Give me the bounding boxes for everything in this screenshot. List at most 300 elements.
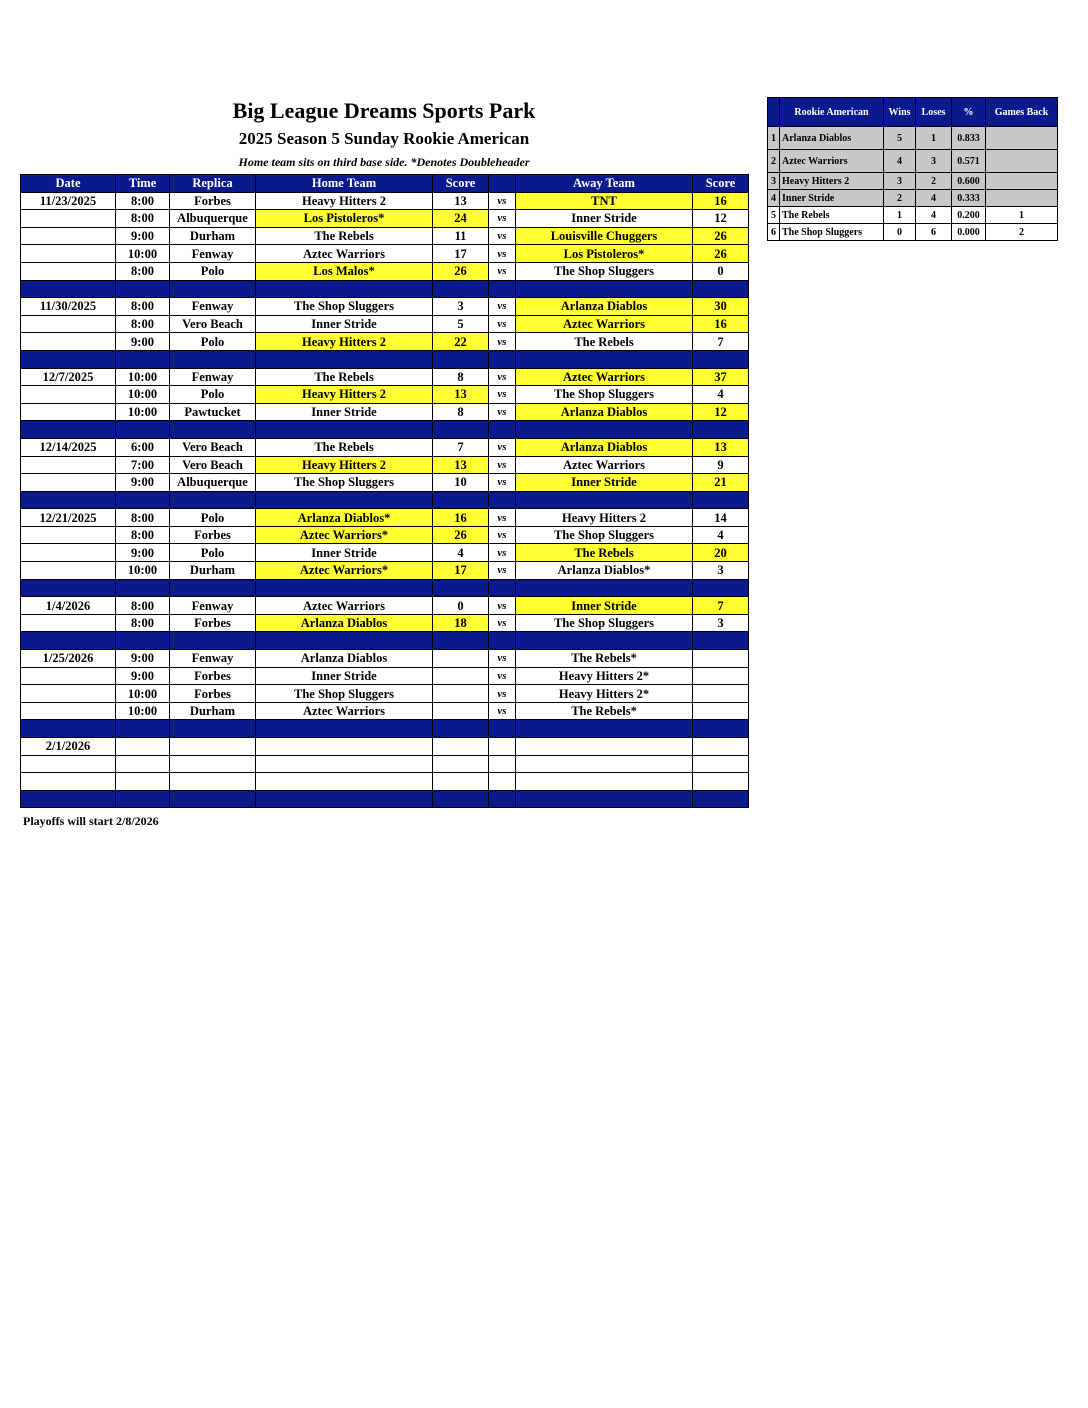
vs-label: vs [489, 702, 516, 720]
week-separator-row [21, 632, 749, 650]
home-team: The Rebels [256, 227, 433, 245]
separator-cell [21, 720, 116, 738]
vs-label: vs [489, 526, 516, 544]
game-row [21, 755, 749, 773]
standings-wins: 0 [884, 224, 916, 241]
game-row [21, 192, 749, 210]
away-score: 9 [693, 456, 749, 474]
week-separator-row [21, 790, 749, 808]
separator-cell [433, 280, 489, 298]
away-score: 7 [693, 333, 749, 351]
game-time [116, 773, 170, 791]
away-team: The Shop Sluggers [516, 262, 693, 280]
game-replica: Forbes [170, 526, 256, 544]
standings-row [768, 190, 1058, 207]
vs-label: vs [489, 386, 516, 404]
home-team: The Shop Sluggers [256, 685, 433, 703]
game-row [21, 227, 749, 245]
home-score [433, 685, 489, 703]
standings-loses: 6 [916, 224, 952, 241]
separator-cell [693, 421, 749, 439]
home-team: Inner Stride [256, 403, 433, 421]
separator-cell [21, 491, 116, 509]
col-header-date: Date [21, 175, 116, 193]
game-date [21, 562, 116, 580]
standings-games-back: 1 [986, 207, 1058, 224]
away-team: Arlanza Diablos* [516, 562, 693, 580]
away-team: Aztec Warriors [516, 456, 693, 474]
game-row [21, 298, 749, 316]
home-team: Inner Stride [256, 544, 433, 562]
game-date [21, 245, 116, 263]
away-score: 16 [693, 192, 749, 210]
away-team: Aztec Warriors [516, 368, 693, 386]
home-score: 26 [433, 262, 489, 280]
vs-label: vs [489, 368, 516, 386]
separator-cell [170, 280, 256, 298]
home-score [433, 738, 489, 756]
standings-pct: 0.000 [952, 224, 986, 241]
game-replica: Forbes [170, 192, 256, 210]
standings-games-back: 2 [986, 224, 1058, 241]
separator-cell [516, 720, 693, 738]
game-row [21, 526, 749, 544]
away-score [693, 755, 749, 773]
away-score: 12 [693, 403, 749, 421]
game-date [21, 702, 116, 720]
game-row [21, 650, 749, 668]
home-team: The Rebels [256, 368, 433, 386]
game-replica [170, 738, 256, 756]
separator-cell [170, 632, 256, 650]
separator-cell [21, 632, 116, 650]
home-score [433, 667, 489, 685]
game-row [21, 438, 749, 456]
game-replica [170, 773, 256, 791]
game-date [21, 773, 116, 791]
game-row [21, 614, 749, 632]
week-separator-row [21, 579, 749, 597]
game-date [21, 227, 116, 245]
home-team: Aztec Warriors* [256, 562, 433, 580]
away-team: The Rebels* [516, 702, 693, 720]
separator-cell [433, 790, 489, 808]
home-score: 13 [433, 386, 489, 404]
game-time: 8:00 [116, 509, 170, 527]
game-row [21, 509, 749, 527]
separator-cell [433, 720, 489, 738]
home-score: 18 [433, 614, 489, 632]
home-team [256, 773, 433, 791]
away-score [693, 650, 749, 668]
standings-wins: 2 [884, 190, 916, 207]
separator-cell [256, 350, 433, 368]
game-time: 9:00 [116, 544, 170, 562]
separator-cell [489, 280, 516, 298]
game-date [21, 315, 116, 333]
col-header-away-score: Score [693, 175, 749, 193]
standings-pct: 0.600 [952, 173, 986, 190]
game-time: 9:00 [116, 474, 170, 492]
separator-cell [256, 421, 433, 439]
vs-label: vs [489, 403, 516, 421]
away-team: Los Pistoleros* [516, 245, 693, 263]
away-team: Aztec Warriors [516, 315, 693, 333]
standings-rank: 3 [768, 173, 780, 190]
game-date [21, 685, 116, 703]
standings-wins: 5 [884, 127, 916, 150]
game-date: 2/1/2026 [21, 738, 116, 756]
game-time: 9:00 [116, 667, 170, 685]
separator-cell [116, 790, 170, 808]
separator-cell [116, 720, 170, 738]
vs-label: vs [489, 474, 516, 492]
away-team [516, 755, 693, 773]
game-time: 8:00 [116, 597, 170, 615]
away-team: Inner Stride [516, 474, 693, 492]
away-score: 0 [693, 262, 749, 280]
game-time: 8:00 [116, 262, 170, 280]
page-subtitle: 2025 Season 5 Sunday Rookie American [238, 129, 530, 148]
separator-cell [256, 280, 433, 298]
vs-label: vs [489, 597, 516, 615]
game-row [21, 702, 749, 720]
col-header-vs [489, 175, 516, 193]
game-replica: Durham [170, 562, 256, 580]
game-row [21, 262, 749, 280]
standings-rank: 4 [768, 190, 780, 207]
away-team [516, 738, 693, 756]
game-date [21, 526, 116, 544]
separator-cell [433, 579, 489, 597]
game-time [116, 755, 170, 773]
away-score: 26 [693, 245, 749, 263]
vs-label: vs [489, 614, 516, 632]
game-row [21, 773, 749, 791]
separator-cell [516, 491, 693, 509]
game-time: 6:00 [116, 438, 170, 456]
game-replica: Fenway [170, 298, 256, 316]
standings-row [768, 207, 1058, 224]
away-score: 16 [693, 315, 749, 333]
away-team: Heavy Hitters 2 [516, 509, 693, 527]
game-row [21, 597, 749, 615]
separator-cell [256, 720, 433, 738]
home-team [256, 738, 433, 756]
vs-label: vs [489, 227, 516, 245]
away-team [516, 773, 693, 791]
away-score: 14 [693, 509, 749, 527]
home-score: 4 [433, 544, 489, 562]
home-score: 5 [433, 315, 489, 333]
standings-pct: 0.333 [952, 190, 986, 207]
separator-cell [516, 579, 693, 597]
separator-cell [516, 421, 693, 439]
home-score: 0 [433, 597, 489, 615]
week-separator-row [21, 350, 749, 368]
home-score: 8 [433, 368, 489, 386]
game-row [21, 738, 749, 756]
game-row [21, 456, 749, 474]
game-date: 12/7/2025 [21, 368, 116, 386]
vs-label: vs [489, 562, 516, 580]
away-team: Arlanza Diablos [516, 438, 693, 456]
home-team: The Shop Sluggers [256, 474, 433, 492]
game-time: 8:00 [116, 298, 170, 316]
standings-loses: 2 [916, 173, 952, 190]
standings-loses: 3 [916, 150, 952, 173]
standings-header-games-back: Games Back [986, 98, 1058, 127]
away-score [693, 738, 749, 756]
game-replica: Albuquerque [170, 210, 256, 228]
game-date [21, 333, 116, 351]
standings-row [768, 224, 1058, 241]
separator-cell [116, 491, 170, 509]
standings-rank: 2 [768, 150, 780, 173]
game-replica: Fenway [170, 245, 256, 263]
standings-team: The Shop Sluggers [780, 224, 884, 241]
home-team: Aztec Warriors [256, 245, 433, 263]
game-replica: Fenway [170, 650, 256, 668]
game-replica: Durham [170, 227, 256, 245]
game-replica: Durham [170, 702, 256, 720]
separator-cell [256, 790, 433, 808]
away-team: Heavy Hitters 2* [516, 667, 693, 685]
home-score: 17 [433, 245, 489, 263]
game-replica: Forbes [170, 667, 256, 685]
separator-cell [256, 632, 433, 650]
away-team: The Shop Sluggers [516, 526, 693, 544]
week-separator-row [21, 491, 749, 509]
standings-team: Arlanza Diablos [780, 127, 884, 150]
standings-header-loses: Loses [916, 98, 952, 127]
game-date: 1/25/2026 [21, 650, 116, 668]
game-replica: Albuquerque [170, 474, 256, 492]
schedule-table [20, 174, 749, 808]
game-date: 12/21/2025 [21, 509, 116, 527]
standings-body [768, 127, 1058, 241]
standings-rank: 5 [768, 207, 780, 224]
away-score: 3 [693, 614, 749, 632]
separator-cell [170, 421, 256, 439]
away-score [693, 685, 749, 703]
home-score: 11 [433, 227, 489, 245]
separator-cell [693, 491, 749, 509]
vs-label: vs [489, 298, 516, 316]
vs-label: vs [489, 685, 516, 703]
standings-team: The Rebels [780, 207, 884, 224]
game-replica: Polo [170, 509, 256, 527]
separator-cell [489, 720, 516, 738]
away-score: 12 [693, 210, 749, 228]
away-team: Heavy Hitters 2* [516, 685, 693, 703]
game-date [21, 456, 116, 474]
separator-cell [170, 720, 256, 738]
game-date [21, 386, 116, 404]
home-team: The Rebels [256, 438, 433, 456]
vs-label [489, 773, 516, 791]
standings-pct: 0.571 [952, 150, 986, 173]
standings-rank: 1 [768, 127, 780, 150]
separator-cell [170, 491, 256, 509]
vs-label [489, 755, 516, 773]
game-replica: Polo [170, 386, 256, 404]
away-score: 13 [693, 438, 749, 456]
home-score: 24 [433, 210, 489, 228]
home-score: 3 [433, 298, 489, 316]
standings-table [767, 97, 1058, 241]
vs-label: vs [489, 333, 516, 351]
vs-label: vs [489, 210, 516, 228]
away-team: Arlanza Diablos [516, 403, 693, 421]
separator-cell [116, 421, 170, 439]
home-score: 22 [433, 333, 489, 351]
separator-cell [433, 491, 489, 509]
separator-cell [693, 579, 749, 597]
week-separator-row [21, 720, 749, 738]
vs-label: vs [489, 438, 516, 456]
home-score: 13 [433, 456, 489, 474]
game-replica: Polo [170, 544, 256, 562]
home-team: Inner Stride [256, 315, 433, 333]
game-date [21, 474, 116, 492]
game-time: 10:00 [116, 245, 170, 263]
separator-cell [516, 350, 693, 368]
vs-label: vs [489, 667, 516, 685]
home-team: Heavy Hitters 2 [256, 333, 433, 351]
game-row [21, 210, 749, 228]
separator-cell [516, 632, 693, 650]
away-score: 20 [693, 544, 749, 562]
away-score [693, 667, 749, 685]
vs-label [489, 738, 516, 756]
standings-loses: 4 [916, 207, 952, 224]
game-replica: Polo [170, 262, 256, 280]
standings-rank: 6 [768, 224, 780, 241]
game-time: 9:00 [116, 650, 170, 668]
away-team: Arlanza Diablos [516, 298, 693, 316]
standings-wins: 1 [884, 207, 916, 224]
home-team: Arlanza Diablos [256, 614, 433, 632]
separator-cell [116, 632, 170, 650]
game-date: 12/14/2025 [21, 438, 116, 456]
game-time: 8:00 [116, 210, 170, 228]
separator-cell [116, 350, 170, 368]
game-date [21, 755, 116, 773]
standings-row [768, 150, 1058, 173]
separator-cell [21, 280, 116, 298]
away-team: Louisville Chuggers [516, 227, 693, 245]
home-score: 13 [433, 192, 489, 210]
vs-label: vs [489, 262, 516, 280]
game-time: 8:00 [116, 192, 170, 210]
game-row [21, 386, 749, 404]
standings-header-rank [768, 98, 780, 127]
col-header-home-score: Score [433, 175, 489, 193]
game-time: 9:00 [116, 227, 170, 245]
home-score [433, 755, 489, 773]
standings-header-division: Rookie American [780, 98, 884, 127]
away-score: 4 [693, 386, 749, 404]
home-score [433, 773, 489, 791]
away-score: 26 [693, 227, 749, 245]
separator-cell [170, 579, 256, 597]
week-separator-row [21, 421, 749, 439]
col-header-time: Time [116, 175, 170, 193]
away-team: The Rebels [516, 333, 693, 351]
week-separator-row [21, 280, 749, 298]
vs-label: vs [489, 509, 516, 527]
separator-cell [256, 579, 433, 597]
game-time: 10:00 [116, 685, 170, 703]
away-team: The Rebels* [516, 650, 693, 668]
schedule-header-row [21, 175, 749, 193]
standings-team: Aztec Warriors [780, 150, 884, 173]
col-header-away-team: Away Team [516, 175, 693, 193]
game-row [21, 333, 749, 351]
separator-cell [433, 421, 489, 439]
game-replica: Forbes [170, 685, 256, 703]
game-replica: Forbes [170, 614, 256, 632]
home-score: 17 [433, 562, 489, 580]
standings-row [768, 173, 1058, 190]
game-row [21, 245, 749, 263]
standings-header-pct: % [952, 98, 986, 127]
away-team: TNT [516, 192, 693, 210]
standings-games-back [986, 190, 1058, 207]
home-score [433, 702, 489, 720]
game-date [21, 614, 116, 632]
game-row [21, 562, 749, 580]
standings-team: Inner Stride [780, 190, 884, 207]
game-time: 10:00 [116, 562, 170, 580]
game-row [21, 315, 749, 333]
away-team: The Shop Sluggers [516, 614, 693, 632]
game-row [21, 544, 749, 562]
game-time [116, 738, 170, 756]
vs-label: vs [489, 245, 516, 263]
game-replica [170, 755, 256, 773]
game-time: 8:00 [116, 526, 170, 544]
vs-label: vs [489, 315, 516, 333]
separator-cell [516, 790, 693, 808]
standings-team: Heavy Hitters 2 [780, 173, 884, 190]
home-score: 8 [433, 403, 489, 421]
game-row [21, 368, 749, 386]
home-team [256, 755, 433, 773]
vs-label: vs [489, 544, 516, 562]
home-score [433, 650, 489, 668]
game-date: 11/30/2025 [21, 298, 116, 316]
game-row [21, 685, 749, 703]
separator-cell [21, 579, 116, 597]
home-team: Heavy Hitters 2 [256, 192, 433, 210]
game-date [21, 262, 116, 280]
game-replica: Polo [170, 333, 256, 351]
standings-header-row [768, 98, 1058, 127]
separator-cell [489, 632, 516, 650]
home-score: 7 [433, 438, 489, 456]
away-score: 4 [693, 526, 749, 544]
away-score: 37 [693, 368, 749, 386]
separator-cell [21, 790, 116, 808]
separator-cell [489, 790, 516, 808]
game-row [21, 667, 749, 685]
standings-row [768, 127, 1058, 150]
separator-cell [170, 790, 256, 808]
home-team: Aztec Warriors* [256, 526, 433, 544]
game-replica: Fenway [170, 368, 256, 386]
